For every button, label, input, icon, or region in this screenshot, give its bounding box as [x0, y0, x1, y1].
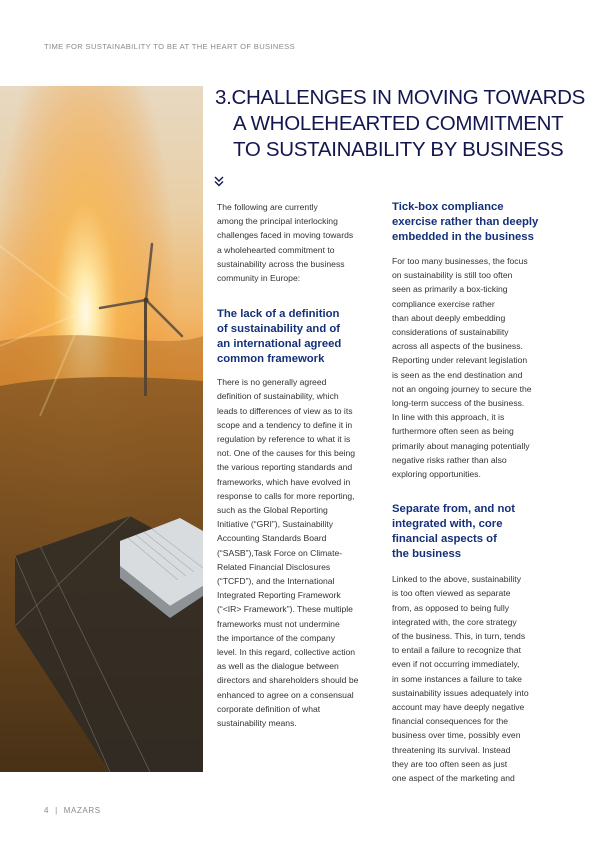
section-number: 3.	[215, 86, 232, 109]
body-separate-from-financial: Linked to the above, sustainability is too often viewed as separate from, as opposed to being fully integrated with, the core strategy of the business. This, in turn, tends to entail a failure to recognize that even if not occurring immediately, in some instances a failure to take sustainability issues adequately into account may have deeply negative financial consequences for the business over time, possibly even threatening its survival. Instead they are too often seen as just one aspect of the marketing and	[392, 574, 529, 784]
page-footer	[44, 806, 101, 815]
section-title-line-2: A WHOLEHEARTED COMMITMENT	[233, 112, 564, 135]
footer-separator: |	[55, 806, 58, 815]
section-title-line-3: TO SUSTAINABILITY BY BUSINESS	[233, 138, 564, 161]
running-header: TIME FOR SUSTAINABILITY TO BE AT THE HEART OF BUSINESS	[44, 42, 295, 51]
heading-definition-framework: The lack of a definition of sustainability and of an international agreed common framework	[217, 308, 342, 366]
body-definition-framework: There is no generally agreed definition of sustainability, which leads to differences of view as to its scope and a tendency to define it in regulation by reference to what it is not. One of the causes for this being the various reporting standards and frameworks, which have evolved in response to calls for more reporting, such as the Global Reporting Initiative (“GRI”), Sustainability Accounting Standards Board (“SASB”),Task Force on Climate- Related Financial Disclosures (“TCFD”), and the International Integrated Reporting Framework (“<IR> Framework”). These multiple frameworks must not undermine the importance of the company level. In this regard, collective action as well as the dialogue between directors and shareholders should be enhanced to agree on a consensual corporate definition of what sustainability means.	[217, 377, 359, 729]
section-title-line-1: 3.CHALLENGES IN MOVING TOWARDS	[215, 86, 585, 109]
heading-separate-from-financial: Separate from, and not integrated with, core financial aspects of the business	[392, 503, 516, 561]
intro-paragraph: The following are currently among the principal interlocking challenges faced in moving towards a wholehearted commitment to sustainability across the business community in Europe:	[217, 202, 354, 284]
right-column	[392, 200, 552, 785]
section-title	[215, 85, 585, 163]
page-number: 4	[44, 806, 50, 815]
heading-tick-box-compliance: Tick-box compliance exercise rather than deeply embedded in the business	[392, 201, 539, 243]
footer-brand: MAZARS	[63, 806, 101, 815]
left-column	[217, 200, 382, 730]
body-tick-box-compliance: For too many businesses, the focus on sustainability is still too often seen as primarily a box-ticking compliance exercise rather than about deeply embedding considerations of sustainability across all aspects of the business. Reporting under relevant legislation is seen as the end destination and not an ongoing journey to secure the long-term success of the business. In line with this approach, it is furthermore often seen as being primarily about managing potentially negative risks rather than also exploring opportunities.	[392, 256, 532, 480]
double-chevron-down-icon	[214, 174, 224, 186]
hero-image-wind-turbine-sunset	[0, 86, 203, 772]
